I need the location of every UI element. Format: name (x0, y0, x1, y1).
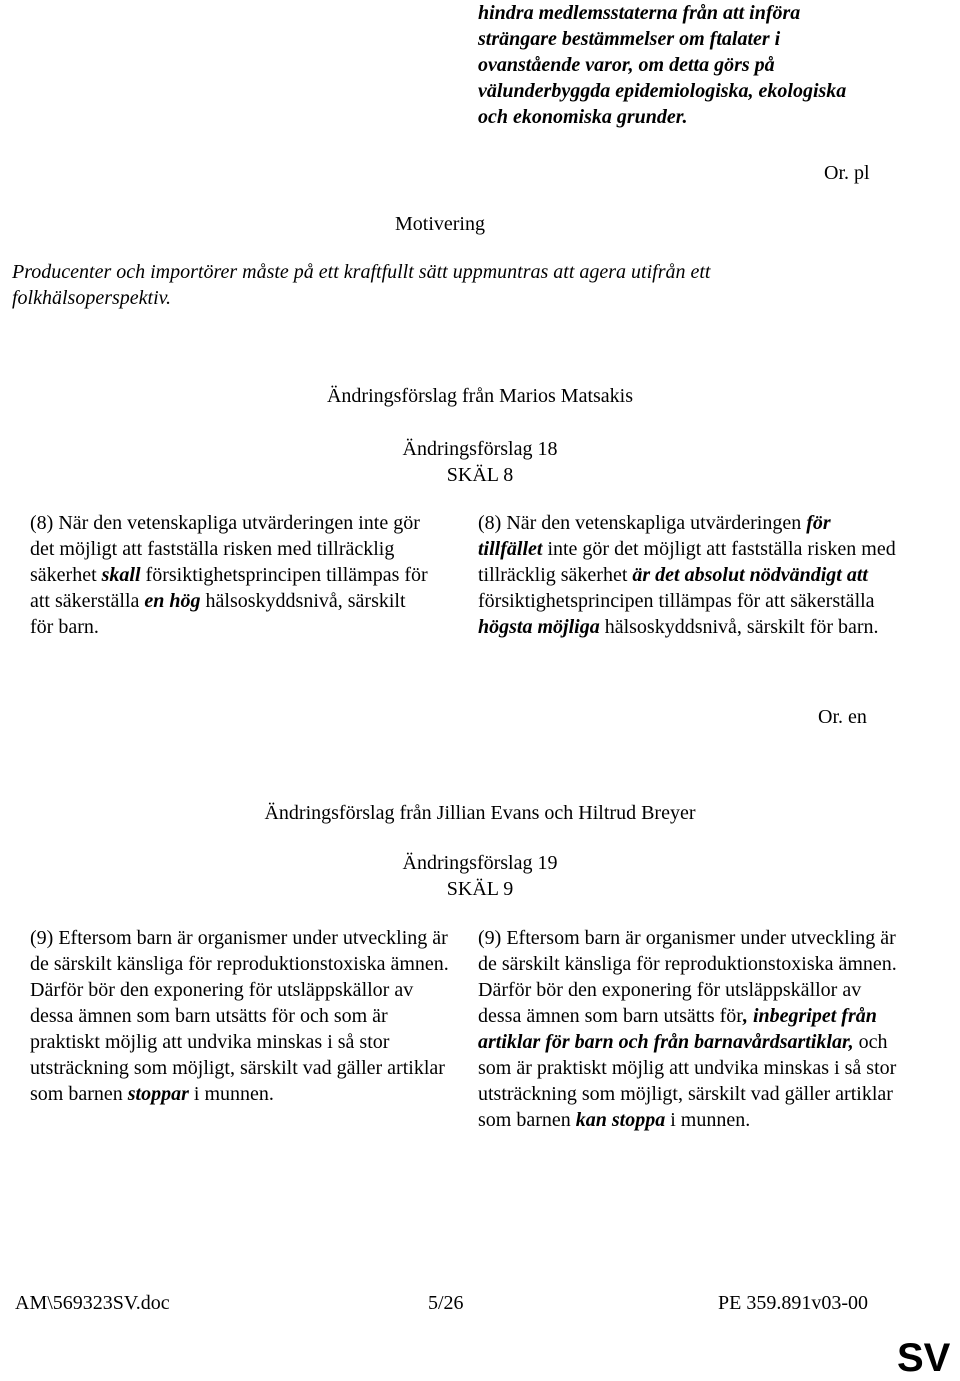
amended-text-bold: högsta möjliga (478, 616, 600, 638)
amendment-19-number: Ändringsförslag 19 (402, 852, 558, 874)
amendment-19-target: SKÄL 9 (446, 878, 514, 900)
amended-text-bold: är det absolut nödvändigt att (632, 564, 868, 586)
amended-text-bold: för tillfället (478, 512, 831, 560)
amended-text-bold: skall (101, 564, 141, 586)
amendment-18-amended-text (478, 510, 898, 640)
language-badge: SV (897, 1336, 951, 1380)
text-segment: försiktighetsprincipen tillämpas för att säkerställa (30, 564, 428, 612)
justification-text: Producenter och importörer måste på ett kraftfullt sätt uppmuntras att agera utifrån ett folkhälsoperspektiv. (12, 261, 711, 309)
amended-text-bold: stoppar (127, 1083, 189, 1105)
amendment-18-number: Ändringsförslag 18 (402, 438, 558, 460)
amended-text-bold: , inbegripet från artiklar för barn och från barnavårdsartiklar, (478, 1005, 877, 1053)
footer-page-number: 5/26 (428, 1292, 464, 1314)
text-segment: (9) Eftersom barn är organismer under utveckling är de särskilt känsliga för reproduktionstoxiska ämnen. Därför bör den exponering för utsläppskällor av dessa ämnen som barn utsätts för (478, 927, 897, 1027)
amended-text-bold: en hög (144, 590, 201, 612)
amendment-18-target: SKÄL 8 (446, 464, 514, 486)
text-segment: i munnen. (188, 1083, 274, 1105)
amendment-19-author: Ändringsförslag från Jillian Evans och Hiltrud Breyer (264, 802, 696, 824)
previous-amendment-continuation: hindra medlemsstaterna från att införa strängare bestämmelser om ftalater i ovanstående varor, om detta görs på välunderbyggda epidemiologiska, ekologiska och ekonomiska grunder. (478, 2, 847, 128)
text-segment: försiktighetsprincipen tillämpas för att säkerställa (478, 590, 875, 612)
text-segment: hälsoskyddsnivå, särskilt för barn. (599, 616, 879, 638)
text-segment: i munnen. (665, 1109, 751, 1131)
text-segment: (8) När den vetenskapliga utvärderingen inte gör det möjligt att fastställa risken med tillräcklig säkerhet (30, 512, 420, 586)
text-segment: (8) När den vetenskapliga utvärderingen (478, 512, 807, 534)
amendment-18-original-text (30, 510, 430, 640)
text-segment: och som är praktiskt möjlig att undvika minskas i så stor utsträckning som möjligt, särskilt vad gäller artiklar som barnen (478, 1031, 897, 1131)
amendment-19-original-text (30, 925, 450, 1107)
footer-pe-ref: PE 359.891v03-00 (718, 1292, 868, 1314)
original-language-en: Or. en (818, 706, 867, 728)
amended-text-bold: kan stoppa (575, 1109, 666, 1131)
footer-doc-ref: AM\569323SV.doc (15, 1292, 170, 1314)
text-segment: hälsoskyddsnivå, särskilt för barn. (30, 590, 406, 638)
text-segment: (9) Eftersom barn är organismer under utveckling är de särskilt känsliga för reproduktionstoxiska ämnen. Därför bör den exponering för utsläppskällor av dessa ämnen som barn utsätts för och som är praktiskt möjlig att undvika minskas i så stor utsträckning som möjligt, särskilt vad gäller artiklar som barnen (30, 927, 449, 1105)
amendment-19-amended-text (478, 925, 898, 1133)
justification-heading: Motivering (395, 213, 485, 235)
amendment-18-author: Ändringsförslag från Marios Matsakis (326, 385, 634, 407)
original-language-pl: Or. pl (824, 162, 870, 184)
text-segment: inte gör det möjligt att fastställa risken med tillräcklig säkerhet (478, 538, 896, 586)
